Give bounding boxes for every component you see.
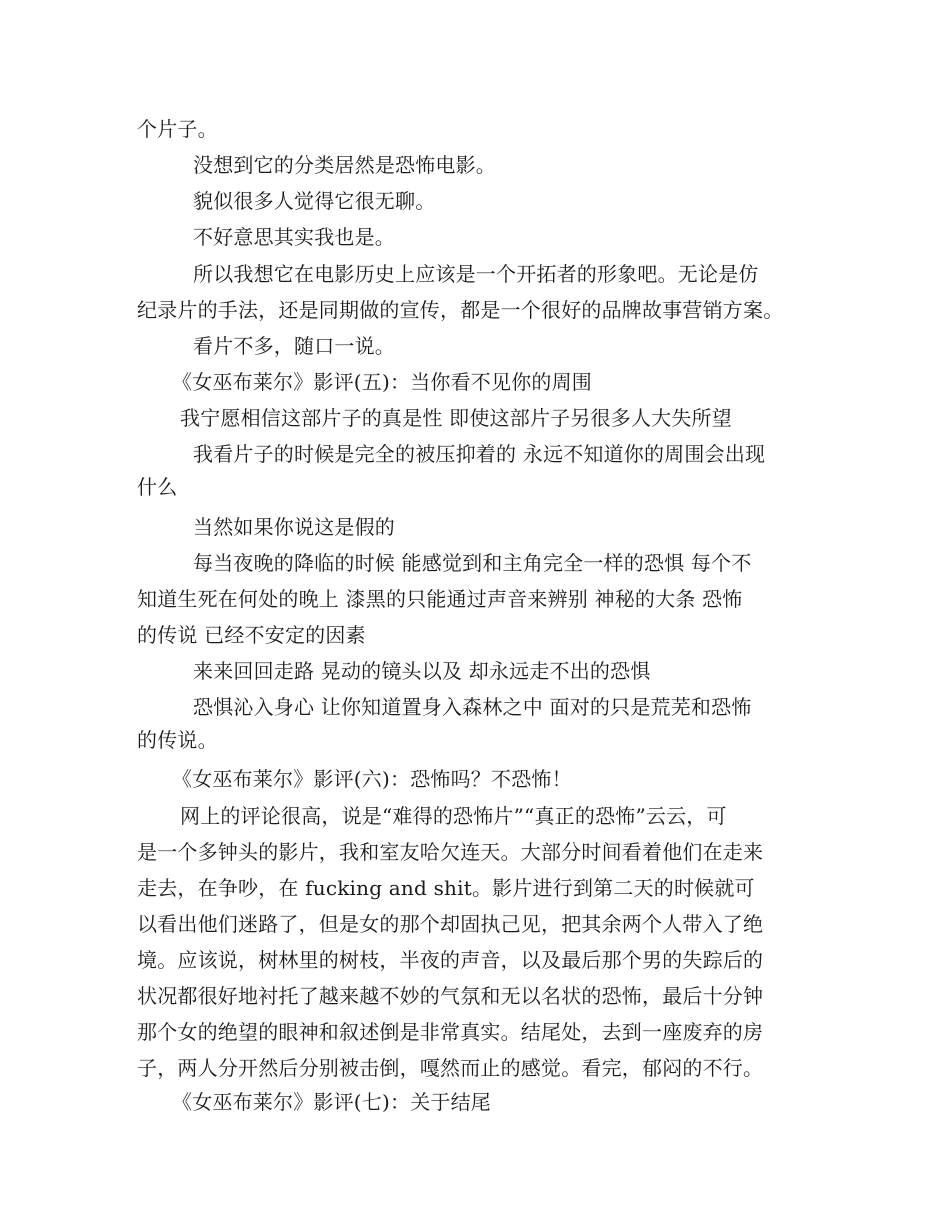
text-line-15: 的传说 已经不安定的因素 bbox=[137, 623, 366, 647]
text-line-6: 纪录片的手法，还是同期做的宣传，都是一个很好的品牌故事营销方案。 bbox=[137, 298, 784, 322]
text-line-5: 所以我想它在电影历史上应该是一个开拓者的形象吧。无论是仿 bbox=[193, 262, 759, 286]
text-line-11: 什么 bbox=[137, 475, 178, 499]
text-line-16: 来来回回走路 晃动的镜头以及 却永远走不出的恐惧 bbox=[193, 659, 651, 683]
text-line-24: 境。应该说，树林里的树枝，半夜的声音，以及最后那个男的失踪后的 bbox=[137, 948, 764, 972]
text-line-3: 貌似很多人觉得它很无聊。 bbox=[193, 189, 436, 213]
text-line-23: 以看出他们迷路了，但是女的那个却固执己见，把其余两个人带入了绝 bbox=[137, 912, 764, 936]
text-line-20: 网上的评论很高，说是“难得的恐怖片”“真正的恐怖”云云，可 bbox=[180, 804, 727, 828]
text-line-18: 的传说。 bbox=[137, 728, 218, 752]
text-line-14: 知道生死在何处的晚上 漆黑的只能通过声音来辨别 神秘的大条 恐怖 bbox=[137, 587, 743, 611]
text-line-21: 是一个多钟头的影片，我和室友哈欠连天。大部分时间看着他们在走来 bbox=[137, 840, 764, 864]
text-line-1: 个片子。 bbox=[137, 117, 218, 141]
section-heading-5: 《女巫布莱尔》影评(五)：当你看不见你的周围 bbox=[172, 370, 593, 394]
text-line-2: 没想到它的分类居然是恐怖电影。 bbox=[193, 153, 496, 177]
text-line-12: 当然如果你说这是假的 bbox=[193, 515, 395, 539]
section-heading-7: 《女巫布莱尔》影评(七)：关于结尾 bbox=[172, 1090, 492, 1114]
section-heading-6: 《女巫布莱尔》影评(六)：恐怖吗？不恐怖！ bbox=[172, 767, 572, 791]
text-line-25: 状况都很好地衬托了越来越不妙的气氛和无以名状的恐怖，最后十分钟 bbox=[137, 984, 764, 1008]
text-line-13: 每当夜晚的降临的时候 能感觉到和主角完全一样的恐惧 每个不 bbox=[193, 551, 752, 575]
text-line-9: 我宁愿相信这部片子的真是性 即使这部片子另很多人大失所望 bbox=[180, 406, 732, 430]
text-line-10: 我看片子的时候是完全的被压抑着的 永远不知道你的周围会出现 bbox=[193, 442, 766, 466]
text-line-17: 恐惧沁入身心 让你知道置身入森林之中 面对的只是荒芜和恐怖 bbox=[193, 695, 752, 719]
text-line-27: 子，两人分开然后分别被击倒，嘎然而止的感觉。看完，郁闷的不行。 bbox=[137, 1056, 764, 1080]
text-line-4: 不好意思其实我也是。 bbox=[193, 225, 395, 249]
text-line-22: 走去，在争吵，在 fucking and shit。影片进行到第二天的时候就可 bbox=[137, 876, 755, 900]
text-line-7: 看片不多，随口一说。 bbox=[193, 334, 395, 358]
text-line-26: 那个女的绝望的眼神和叙述倒是非常真实。结尾处，去到一座废弃的房 bbox=[137, 1020, 764, 1044]
